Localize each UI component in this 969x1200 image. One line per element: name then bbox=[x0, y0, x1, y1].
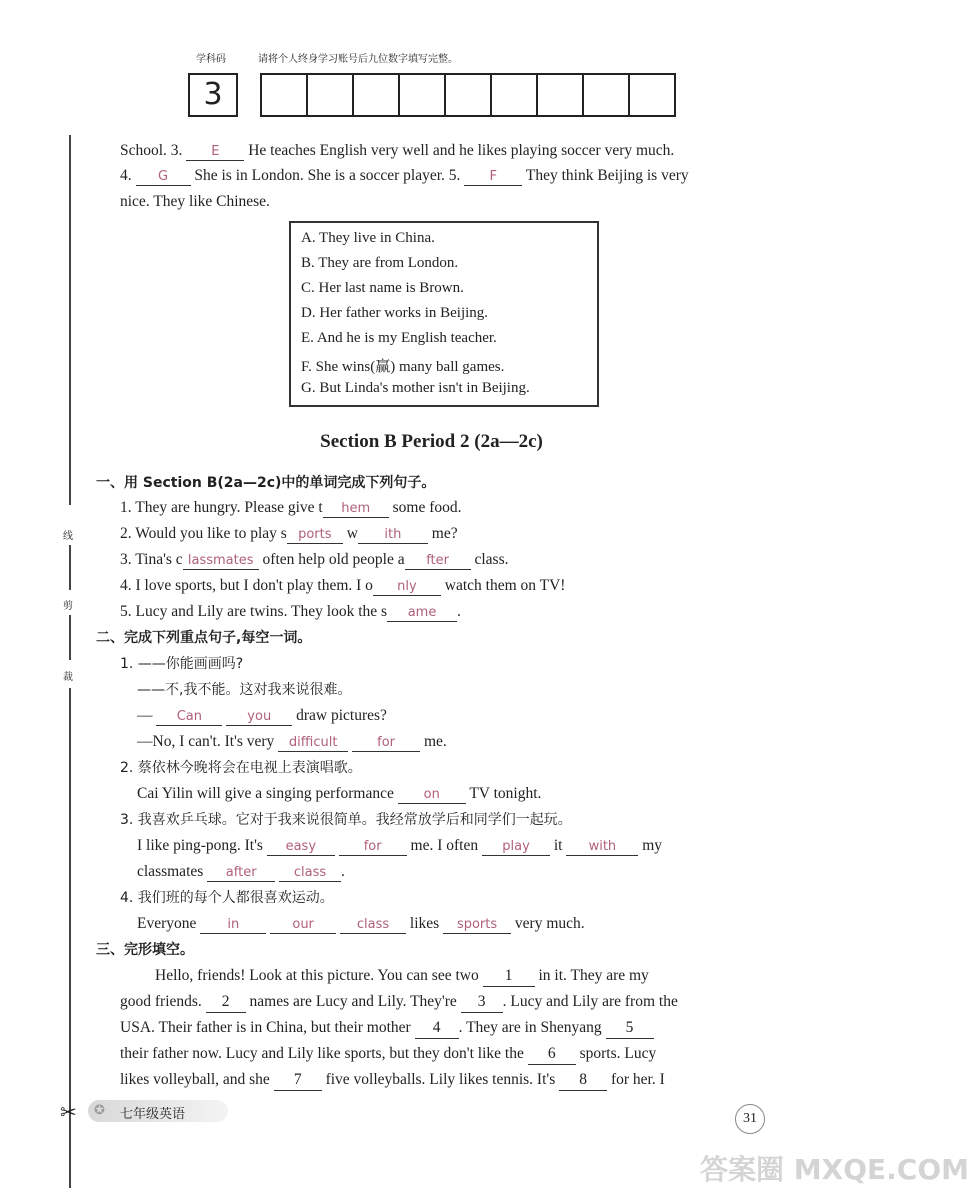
part1-item: 1. They are hungry. Please give t hem some food. bbox=[120, 499, 462, 516]
section-title: Section B Period 2 (2a—2c) bbox=[320, 431, 543, 452]
reading-line-1: School. 3. E He teaches English very well and he likes playing soccer very much. bbox=[120, 142, 675, 159]
q2-english: Cai Yilin will give a singing performance on TV tonight. bbox=[137, 785, 542, 802]
subject-code-label: 学科码 bbox=[196, 54, 226, 65]
cut-label-line: 线 bbox=[63, 531, 73, 542]
answer-blank[interactable]: with bbox=[566, 839, 638, 856]
account-digit-box[interactable] bbox=[536, 73, 584, 117]
answer-blank[interactable]: on bbox=[398, 787, 466, 804]
footer-book-banner bbox=[88, 1100, 228, 1122]
option-f: F. She wins(赢) many ball games. bbox=[301, 359, 505, 375]
part2-title: 二、完成下列重点句子,每空一词。 bbox=[96, 630, 312, 646]
answer-blank[interactable]: ame bbox=[387, 605, 457, 622]
answer-blank[interactable]: F bbox=[464, 169, 522, 186]
answer-blank[interactable]: easy bbox=[267, 839, 335, 856]
answer-blank[interactable]: nly bbox=[373, 579, 441, 596]
answer-blank[interactable]: hem bbox=[323, 501, 389, 518]
part1-item: 5. Lucy and Lily are twins. They look the s ame . bbox=[120, 603, 461, 620]
answer-blank[interactable]: E bbox=[186, 144, 244, 161]
cloze-blank[interactable]: 3 bbox=[461, 992, 503, 1013]
part1-item: 4. I love sports, but I don't play them. I o nly watch them on TV! bbox=[120, 577, 566, 594]
option-d: D. Her father works in Beijing. bbox=[301, 305, 489, 321]
cloze-blank[interactable]: 5 bbox=[606, 1018, 654, 1039]
cloze-line: USA. Their father is in China, but their mother 4 . They are in Shenyang 5 bbox=[120, 1018, 654, 1039]
option-g: G. But Linda's mother isn't in Beijing. bbox=[301, 380, 530, 396]
account-digit-box[interactable] bbox=[306, 73, 354, 117]
q4-english: Everyone in our class likes sports very much. bbox=[137, 915, 585, 932]
answer-blank[interactable]: ith bbox=[358, 527, 428, 544]
answer-blank[interactable]: for bbox=[339, 839, 407, 856]
q3-english-b: classmates after class . bbox=[137, 863, 345, 880]
account-digit-box[interactable] bbox=[398, 73, 446, 117]
q1-english-b: —No, I can't. It's very difficult for me. bbox=[137, 733, 447, 750]
answer-blank[interactable]: you bbox=[226, 709, 292, 726]
account-digit-box[interactable] bbox=[260, 73, 308, 117]
option-a: A. They live in China. bbox=[301, 230, 435, 246]
account-digit-box[interactable] bbox=[490, 73, 538, 117]
account-digit-box[interactable] bbox=[444, 73, 492, 117]
answer-blank[interactable]: ports bbox=[287, 527, 343, 544]
answer-blank[interactable]: for bbox=[352, 735, 420, 752]
cloze-blank[interactable]: 4 bbox=[415, 1018, 459, 1039]
part1-item: 3. Tina's c lassmates often help old people a fter class. bbox=[120, 551, 509, 568]
answer-blank[interactable]: difficult bbox=[278, 735, 348, 752]
footer-book-title: 七年级英语 bbox=[120, 1107, 186, 1122]
account-digit-box[interactable] bbox=[352, 73, 400, 117]
cloze-blank[interactable]: 7 bbox=[274, 1070, 322, 1091]
part1-item: 2. Would you like to play s ports w ith me? bbox=[120, 525, 458, 542]
q1-chinese-a: 1. ——你能画画吗? bbox=[120, 656, 244, 672]
cut-label-trim: 裁 bbox=[63, 672, 73, 683]
scissors-icon: ✂ bbox=[60, 1102, 77, 1124]
answer-blank[interactable]: after bbox=[207, 865, 275, 882]
cloze-blank[interactable]: 6 bbox=[528, 1044, 576, 1065]
cloze-line: likes volleyball, and she 7 five volleyballs. Lily likes tennis. It's 8 for her. I bbox=[120, 1070, 665, 1091]
q2-chinese: 2. 蔡依林今晚将会在电视上表演唱歌。 bbox=[120, 760, 362, 776]
answer-blank[interactable]: G bbox=[136, 169, 191, 186]
account-instruction: 请将个人终身学习账号后九位数字填写完整。 bbox=[258, 54, 458, 65]
reading-line-3: nice. They like Chinese. bbox=[120, 193, 270, 210]
option-b: B. They are from London. bbox=[301, 255, 459, 271]
q3-english-a: I like ping-pong. It's easy for me. I often play it with my bbox=[137, 837, 663, 854]
q3-chinese: 3. 我喜欢乒乓球。它对于我来说很简单。我经常放学后和同学们一起玩。 bbox=[120, 812, 572, 828]
cloze-blank[interactable]: 2 bbox=[206, 992, 246, 1013]
star-icon: ✪ bbox=[94, 1102, 105, 1117]
cloze-line: their father now. Lucy and Lily like sports, but they don't like the 6 sports. Lucy bbox=[120, 1044, 656, 1065]
part1-title: 一、用 Section B(2a—2c)中的单词完成下列句子。 bbox=[96, 475, 436, 491]
page-number: 31 bbox=[735, 1104, 765, 1134]
cloze-line: Hello, friends! Look at this picture. You can see two 1 in it. They are my bbox=[155, 966, 649, 987]
answer-blank[interactable]: play bbox=[482, 839, 550, 856]
answer-blank[interactable]: Can bbox=[156, 709, 222, 726]
account-digit-box[interactable] bbox=[628, 73, 676, 117]
option-c: C. Her last name is Brown. bbox=[301, 280, 464, 296]
answer-blank[interactable]: class bbox=[279, 865, 341, 882]
answer-blank[interactable]: sports bbox=[443, 917, 511, 934]
account-digit-box[interactable] bbox=[582, 73, 630, 117]
q1-chinese-b: ——不,我不能。这对我来说很难。 bbox=[137, 682, 352, 698]
cut-label-cut: 剪 bbox=[63, 601, 73, 612]
part3-title: 三、完形填空。 bbox=[96, 942, 194, 958]
answer-blank[interactable]: lassmates bbox=[183, 553, 259, 570]
watermark: 答案圈 MXQE.COM bbox=[700, 1153, 969, 1186]
reading-line-2: 4. G She is in London. She is a soccer player. 5. F They think Beijing is very bbox=[120, 167, 689, 184]
answer-blank[interactable]: class bbox=[340, 917, 406, 934]
option-e: E. And he is my English teacher. bbox=[301, 330, 497, 346]
cloze-line: good friends. 2 names are Lucy and Lily. They're 3 . Lucy and Lily are from the bbox=[120, 992, 678, 1013]
q4-chinese: 4. 我们班的每个人都很喜欢运动。 bbox=[120, 890, 334, 906]
answer-blank[interactable]: in bbox=[200, 917, 266, 934]
cloze-blank[interactable]: 8 bbox=[559, 1070, 607, 1091]
answer-blank[interactable]: fter bbox=[405, 553, 471, 570]
answer-blank[interactable]: our bbox=[270, 917, 336, 934]
q1-english-a: — Can you draw pictures? bbox=[137, 707, 387, 724]
cloze-blank[interactable]: 1 bbox=[483, 966, 535, 987]
options-box bbox=[289, 221, 599, 407]
subject-code-box: 3 bbox=[188, 73, 238, 117]
